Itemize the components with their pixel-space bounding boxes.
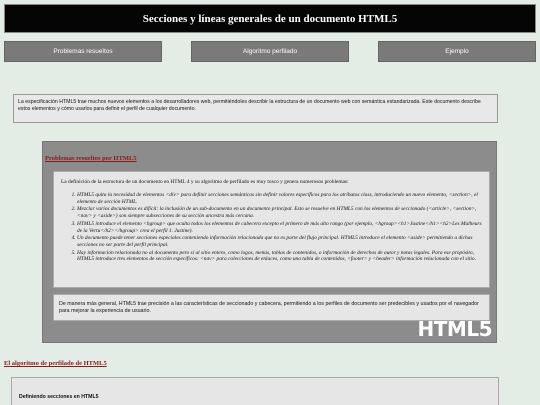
problems-box [53, 171, 490, 288]
list-item: 3. HTML5 introduce el elemento <hgroup> que oculta todos los elementos de cabecera excepto el primero de más alto rango (por ejemplo, <hgroup><h1>Justine</h1><h2>Les Malheurs de la Vertu</h2></hgroup> crea el perfil 1. Justine). [77, 221, 484, 235]
list-item: 5. Hay información relacionada no al documento pero sí al sitio entero, como logos, menús, tablas de contenidos, o información de derechos de autor y notas legales. Para ese propósito, HTML5 introduce tres elementos de sección específicos: <nav> para colecciones de enlaces, como una tabla de contenidos, <footer> y <header> información relacionada con el sitio. [77, 250, 484, 264]
list-item: 1. HTML5 quita la necesidad de elementos <div> para definir secciones semánticas sin definir valores específicos para los atributos class, introduciendo un nuevo elemento, <section>, el elemento de sección HTML. [77, 192, 484, 206]
problems-section-link[interactable]: Problemas resueltos por HTML5 [45, 155, 137, 162]
problems-list [61, 192, 484, 263]
intro-box [13, 94, 498, 123]
algorithm-section-link[interactable]: El algoritmo de perfilado de HTML5 [4, 360, 107, 367]
problems-lead: La definición de la estructura de un documento en HTML 4 y su algoritmo de perfilado es muy tosco y genera numerosos problemas: [61, 179, 349, 185]
algorithm-box [11, 377, 499, 405]
html5-logo: HTML5 [417, 317, 492, 341]
nav-button-algoritmo[interactable]: Algoritmo perfilado [191, 41, 349, 62]
main-nav [4, 41, 536, 62]
page-header [4, 4, 536, 33]
problems-summary: De manera más general, HTML5 trae precisión a las características de seccionado y cabecera, permitiendo a los perfiles de documento ser predecibles y usados por el navegador para mejorar la experiencia de usuario. [59, 301, 479, 315]
algorithm-subtitle: Definiendo secciones en HTML5 [19, 394, 99, 400]
nav-button-problemas[interactable]: Problemas resueltos [4, 41, 162, 62]
nav-button-ejemplo[interactable]: Ejemplo [378, 41, 536, 62]
problems-panel [42, 141, 497, 343]
page-title: Secciones y líneas generales de un documento HTML5 [142, 12, 398, 25]
intro-text: La especificación HTML5 trae muchos nuevos elementos a los desarrolladores web, permitiéndoles describir la estructura de un documento web con semántica estandarizada. Este documento describe estos elementos y cómo usarlos para definir el perfil de cualquier documento. [18, 99, 481, 113]
list-item: 4. Un documento puede tener secciones especiales conteniendo información relacionada que no es parte del flujo principal. HTML5 introduce el elemento <aside> permitiendo a dichas secciones no ser parte del perfil principal. [77, 235, 484, 249]
list-item: 2. Mezclar varios documentos es difícil: la inclusión de un sub-documento en un documento principal. Esto se resuelve en HTML5 con los elementos de seccionado (<article>, <section>, <nav> y <aside>) son siempre subsecciones de su sección ancestra más cercana. [77, 206, 484, 220]
